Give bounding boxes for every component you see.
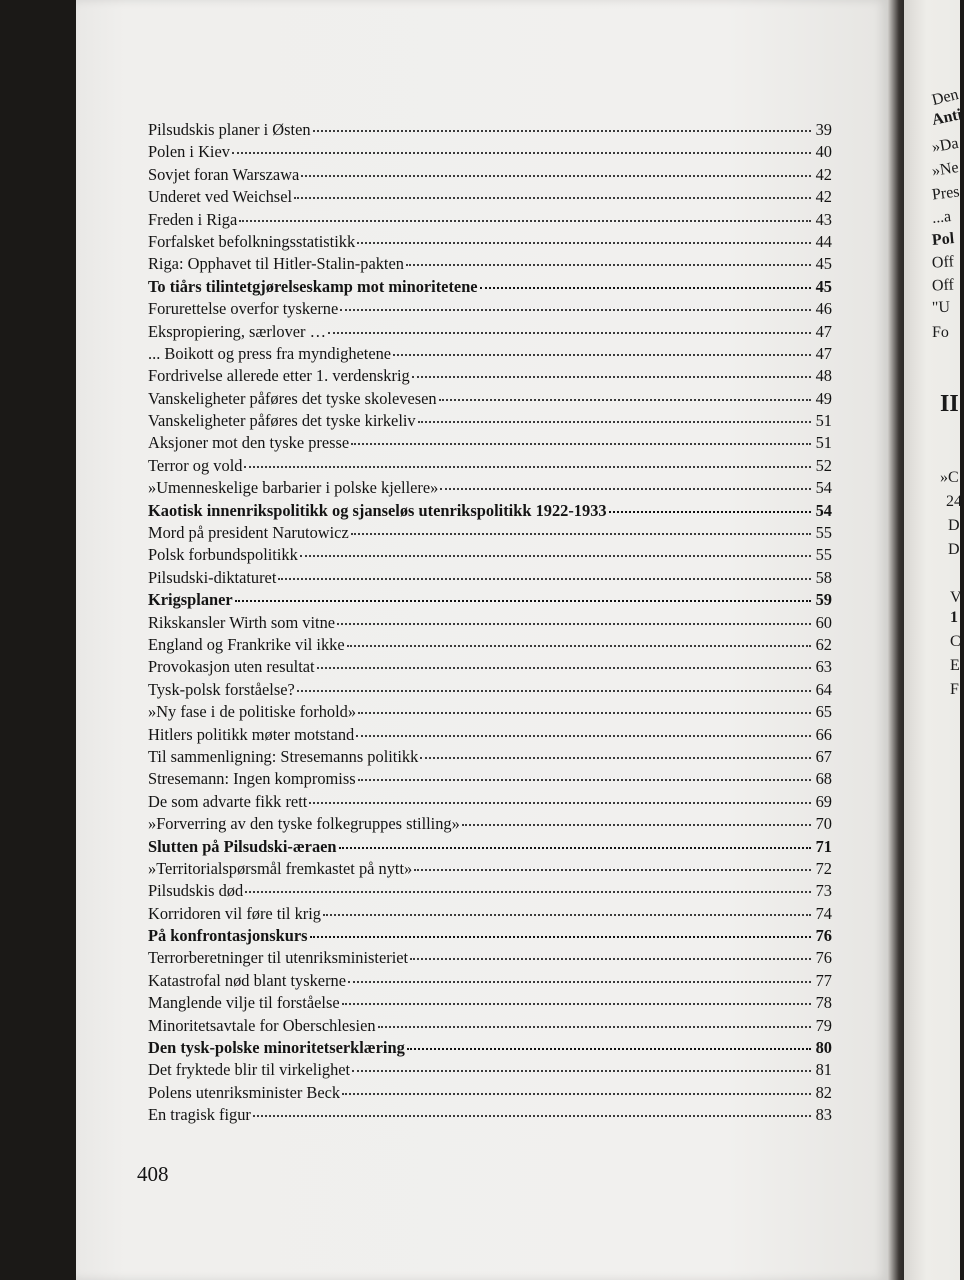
- dot-leader: [439, 399, 811, 401]
- toc-entry-title: Minoritetsavtale for Oberschlesien: [148, 1015, 376, 1035]
- dot-leader: [342, 1093, 811, 1095]
- facing-page-fragment: D: [948, 541, 960, 558]
- dot-leader: [342, 1003, 811, 1005]
- facing-page-fragment: Off: [931, 253, 955, 272]
- table-of-contents: [148, 122, 832, 1130]
- dot-leader: [239, 220, 811, 222]
- toc-entry-page: 42: [815, 164, 832, 184]
- toc-entry-page: 76: [815, 926, 832, 946]
- dot-leader: [410, 958, 811, 960]
- toc-entry-title: Polen i Kiev: [148, 142, 230, 162]
- toc-entry-page: 70: [815, 814, 832, 834]
- toc-entry-page: 78: [815, 993, 832, 1013]
- toc-entry-title: ... Boikott og press fra myndighetene: [148, 343, 392, 363]
- dot-leader: [393, 354, 811, 356]
- toc-entry-page: 68: [815, 769, 832, 789]
- toc-entry-page: 52: [815, 455, 832, 475]
- toc-entry-page: 74: [815, 903, 832, 923]
- dot-leader: [328, 332, 811, 334]
- toc-entry: [148, 144, 832, 166]
- toc-entry: [148, 791, 832, 816]
- toc-entry-title: »Territorialspørsmål fremkastet på nytt»: [148, 858, 413, 878]
- toc-entry: [148, 704, 832, 726]
- toc-entry: [148, 1107, 832, 1129]
- toc-entry-title: Kaotisk innenrikspolitikk og sjanseløs utenrikspolitikk 1922-1933: [148, 500, 607, 520]
- toc-entry-title: Riga: Opphavet til Hitler-Stalin-pakten: [148, 254, 404, 274]
- toc-entry: [148, 1082, 832, 1107]
- toc-section-heading: [148, 836, 832, 861]
- toc-section-heading: [148, 928, 832, 950]
- toc-entry: [148, 455, 832, 480]
- toc-entry-page: 79: [815, 1015, 832, 1035]
- toc-entry-page: 42: [815, 187, 832, 207]
- toc-entry-title: Aksjoner mot den tyske presse: [148, 433, 350, 453]
- toc-entry-title: Mord på president Narutowicz: [148, 523, 349, 543]
- toc-entry-page: 39: [815, 120, 832, 139]
- toc-entry-title: Vanskeligheter påføres det tyske kirkeliv: [148, 411, 416, 431]
- dot-leader: [297, 690, 811, 692]
- dot-leader: [278, 578, 811, 580]
- toc-entry: [148, 1062, 832, 1084]
- toc-entry: [148, 970, 832, 995]
- facing-page-fragment: »C: [940, 469, 959, 486]
- toc-entry-page: 72: [815, 858, 832, 878]
- toc-entry-title: Polsk forbundspolitikk: [148, 545, 298, 565]
- toc-entry-page: 51: [815, 433, 832, 453]
- dot-leader: [351, 443, 811, 445]
- facing-page-fragment: 1: [950, 609, 958, 626]
- toc-entry-title: Rikskansler Wirth som vitne: [148, 612, 336, 632]
- toc-entry-page: 54: [815, 478, 832, 498]
- toc-entry-page: 63: [815, 657, 832, 677]
- dot-leader: [420, 757, 811, 759]
- toc-entry-page: 83: [815, 1105, 832, 1125]
- toc-entry: [148, 1015, 832, 1040]
- dot-leader: [323, 914, 811, 916]
- toc-entry-title: Korridoren vil føre til krig: [148, 903, 321, 923]
- dot-leader: [356, 735, 811, 737]
- toc-entry-page: 81: [815, 1060, 832, 1080]
- toc-entry: [148, 231, 832, 256]
- toc-entry: [148, 480, 832, 502]
- toc-entry: [148, 301, 832, 323]
- dot-leader: [339, 847, 811, 849]
- toc-entry-page: 45: [815, 276, 832, 296]
- toc-entry-page: 47: [815, 321, 832, 341]
- toc-entry-title: Krigsplaner: [148, 590, 233, 610]
- toc-entry-page: 46: [815, 299, 832, 319]
- facing-page-fragment: F: [950, 681, 959, 698]
- facing-page-fragment: 24: [946, 493, 962, 510]
- toc-entry-page: 43: [815, 209, 832, 229]
- toc-entry: [148, 567, 832, 592]
- facing-page-fragment: D: [948, 517, 960, 534]
- dot-leader: [340, 309, 811, 311]
- toc-entry: [148, 368, 832, 390]
- toc-entry-title: Terrorberetninger til utenriksministeriet: [148, 948, 409, 968]
- dot-leader: [440, 488, 811, 490]
- dot-leader: [358, 712, 811, 714]
- facing-page-fragment: Den: [930, 86, 961, 109]
- toc-entry-title: En tragisk figur: [148, 1105, 251, 1125]
- toc-entry: [148, 883, 832, 905]
- toc-entry-title: England og Frankrike vil ikke: [148, 634, 345, 654]
- toc-entry: [148, 321, 832, 346]
- toc-entry-title: Det fryktede blir til virkelighet: [148, 1060, 351, 1080]
- dot-leader: [357, 242, 811, 244]
- toc-entry-title: Sovjet foran Warszawa: [148, 164, 300, 184]
- toc-entry-title: To tiårs tilintetgjørelseskamp mot minoritetene: [148, 276, 478, 296]
- toc-entry-title: Forfalsket befolkningsstatistikk: [148, 231, 356, 251]
- toc-entry-title: Pilsudskis planer i Østen: [148, 120, 311, 139]
- toc-entry: [148, 724, 832, 749]
- toc-entry: [148, 209, 832, 234]
- toc-entry-title: Fordrivelse allerede etter 1. verdenskrig: [148, 366, 410, 386]
- dot-leader: [347, 645, 811, 647]
- toc-entry-page: 76: [815, 948, 832, 968]
- toc-entry-title: »Forverring av den tyske folkegruppes stilling»: [148, 814, 460, 834]
- facing-page-fragment: Pres: [931, 183, 961, 204]
- toc-entry-title: Underet ved Weichsel: [148, 187, 293, 207]
- toc-entry: [148, 903, 832, 928]
- toc-entry-page: 47: [815, 343, 832, 363]
- toc-entry-page: 69: [815, 791, 832, 811]
- dot-leader: [245, 891, 811, 893]
- toc-entry: [148, 679, 832, 704]
- toc-entry-title: Polens utenriksminister Beck: [148, 1082, 341, 1102]
- dot-leader: [232, 152, 811, 154]
- toc-entry-title: »Ny fase i de politiske forhold»: [148, 702, 357, 722]
- toc-section-heading: [148, 592, 832, 614]
- toc-entry: [148, 746, 832, 771]
- dot-leader: [412, 376, 811, 378]
- toc-entry: [148, 816, 832, 838]
- facing-page-fragment: II: [940, 391, 959, 417]
- facing-page-edge: [904, 0, 964, 1280]
- toc-entry: [148, 950, 832, 972]
- facing-page-fragment: Fo: [932, 324, 949, 341]
- toc-entry-title: Stresemann: Ingen kompromiss: [148, 769, 356, 789]
- toc-entry-page: 80: [815, 1038, 832, 1058]
- toc-entry-title: De som advarte fikk rett: [148, 791, 308, 811]
- dot-leader: [244, 466, 811, 468]
- toc-entry: [148, 525, 832, 547]
- toc-entry-title: På konfrontasjonskurs: [148, 926, 308, 946]
- dot-leader: [235, 600, 811, 602]
- dot-leader: [480, 287, 811, 289]
- toc-entry: [148, 659, 832, 681]
- dot-leader: [313, 130, 811, 132]
- toc-entry: [148, 547, 832, 569]
- toc-entry-title: Ekspropiering, særlover …: [148, 321, 326, 341]
- dot-leader: [414, 869, 811, 871]
- toc-entry-page: 55: [815, 545, 832, 565]
- dot-leader: [406, 264, 811, 266]
- toc-entry: [148, 612, 832, 637]
- toc-entry-page: 73: [815, 881, 832, 901]
- toc-entry: [148, 388, 832, 413]
- toc-entry-page: 44: [815, 231, 832, 251]
- toc-entry: [148, 634, 832, 659]
- toc-entry-title: Freden i Riga: [148, 209, 238, 229]
- toc-entry-title: Den tysk-polske minoritetserklæring: [148, 1038, 405, 1058]
- toc-entry-page: 65: [815, 702, 832, 722]
- toc-entry: [148, 995, 832, 1017]
- facing-page-fragment: E: [950, 657, 960, 674]
- toc-entry: [148, 771, 832, 793]
- toc-entry-title: Pilsudskis død: [148, 881, 244, 901]
- facing-page-fragment: Pol: [931, 230, 955, 249]
- toc-entry-page: 62: [815, 634, 832, 654]
- toc-entry-page: 55: [815, 523, 832, 543]
- toc-section-heading: [148, 276, 832, 301]
- toc-entry: [148, 413, 832, 435]
- dot-leader: [378, 1026, 811, 1028]
- dot-leader: [301, 175, 811, 177]
- facing-page-fragment: V: [950, 589, 962, 606]
- dot-leader: [462, 824, 811, 826]
- page-number: 408: [137, 1162, 169, 1186]
- toc-entry-page: 45: [815, 254, 832, 274]
- toc-entry-page: 71: [815, 836, 832, 856]
- toc-entry: [148, 343, 832, 368]
- dot-leader: [317, 667, 811, 669]
- toc-entry-page: 77: [815, 970, 832, 990]
- dot-leader: [310, 936, 811, 938]
- toc-entry: [148, 164, 832, 189]
- facing-page-fragment: Anti: [930, 106, 964, 129]
- toc-section-heading: [148, 500, 832, 525]
- toc-entry-title: Tysk-polsk forståelse?: [148, 679, 295, 699]
- facing-page-fragment: »Da: [930, 134, 960, 157]
- toc-entry-page: 58: [815, 567, 832, 587]
- dot-leader: [294, 197, 811, 199]
- toc-entry-title: Manglende vilje til forståelse: [148, 993, 340, 1013]
- toc-entry-title: »Umenneskelige barbarier i polske kjellere»: [148, 478, 439, 498]
- dot-leader: [300, 555, 811, 557]
- toc-entry-title: Provokasjon uten resultat: [148, 657, 315, 677]
- toc-entry: [148, 858, 832, 883]
- dot-leader: [418, 421, 811, 423]
- toc-entry: [148, 122, 832, 144]
- toc-entry-page: 64: [815, 679, 832, 699]
- facing-page-fragment: "U: [931, 298, 951, 317]
- toc-entry: [148, 189, 832, 211]
- dot-leader: [407, 1048, 811, 1050]
- dot-leader: [348, 981, 811, 983]
- toc-entry-page: 66: [815, 724, 832, 744]
- toc-entry-page: 67: [815, 746, 832, 766]
- facing-page-fragment: »Ne: [930, 159, 960, 180]
- dot-leader: [351, 533, 811, 535]
- dot-leader: [358, 779, 811, 781]
- toc-entry-title: Slutten på Pilsudski-æraen: [148, 836, 337, 856]
- dot-leader: [309, 802, 811, 804]
- toc-entry-page: 82: [815, 1082, 832, 1102]
- toc-entry: [148, 435, 832, 457]
- facing-page-fragment: C: [950, 633, 961, 650]
- dot-leader: [352, 1070, 811, 1072]
- toc-entry-page: 60: [815, 612, 832, 632]
- toc-entry-title: Hitlers politikk møter motstand: [148, 724, 355, 744]
- dot-leader: [337, 623, 811, 625]
- toc-entry-title: Pilsudski-diktaturet: [148, 567, 277, 587]
- toc-entry-page: 49: [815, 388, 832, 408]
- facing-page-fragment: ...a: [931, 208, 952, 227]
- toc-entry: [148, 256, 832, 278]
- dot-leader: [253, 1115, 811, 1117]
- toc-entry-page: 59: [815, 590, 832, 610]
- dot-leader: [609, 511, 811, 513]
- toc-entry-title: Forurettelse overfor tyskerne: [148, 299, 339, 319]
- toc-entry-title: Katastrofal nød blant tyskerne: [148, 970, 346, 990]
- toc-entry-page: 54: [815, 500, 832, 520]
- toc-entry-title: Til sammenligning: Stresemanns politikk: [148, 746, 419, 766]
- toc-entry-page: 40: [815, 142, 832, 162]
- toc-entry-page: 51: [815, 411, 832, 431]
- toc-entry-title: Vanskeligheter påføres det tyske skolevesen: [148, 388, 437, 408]
- toc-entry-title: Terror og vold: [148, 455, 243, 475]
- toc-section-heading: [148, 1040, 832, 1062]
- facing-page-fragment: Off: [931, 276, 955, 295]
- toc-entry-page: 48: [815, 366, 832, 386]
